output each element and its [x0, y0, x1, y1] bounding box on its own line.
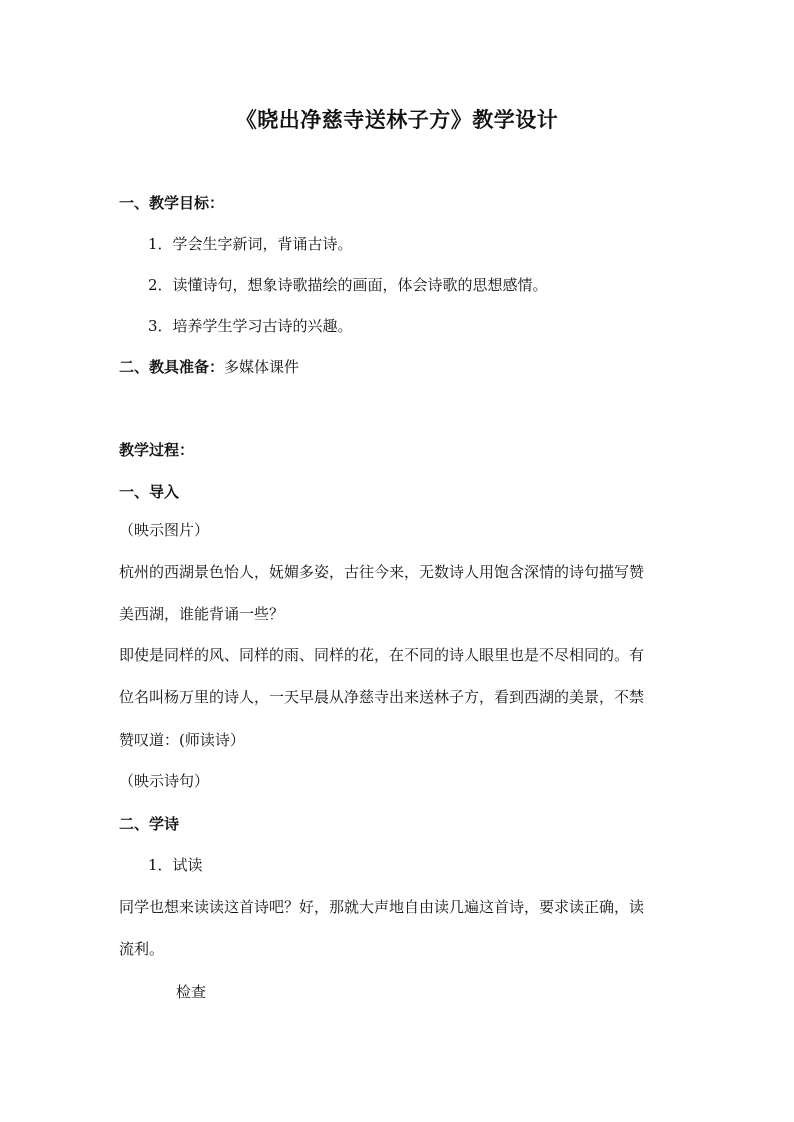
intro-note-image: （映示图片）: [119, 521, 210, 539]
intro-paragraph-2-line-1: 即使是同样的风、同样的雨、同样的花，在不同的诗人眼里也是不尽相同的。有: [119, 646, 645, 664]
goal-item-3: 3．培养学生学习古诗的兴趣。: [148, 317, 353, 335]
materials-text: 多媒体课件: [224, 358, 300, 376]
section-heading-goals: 一、教学目标：: [119, 194, 225, 212]
intro-paragraph-1-line-2: 美西湖，谁能背诵一些？: [119, 605, 285, 623]
section-materials: [119, 357, 299, 377]
process-heading: 教学过程：: [119, 441, 195, 459]
study-paragraph-line-2: 流利。: [119, 940, 165, 958]
intro-note-poem: （映示诗句）: [119, 772, 210, 790]
study-check: 检查: [176, 983, 207, 1001]
intro-heading: 一、导入: [119, 483, 180, 501]
section-heading-materials: 二、教具准备：: [119, 358, 225, 376]
goal-item-1: 1．学会生字新词，背诵古诗。: [148, 235, 353, 253]
intro-paragraph-2-line-3: 赞叹道：(师读诗）: [119, 731, 245, 749]
study-heading: 二、学诗: [119, 815, 180, 833]
goal-item-2: 2．读懂诗句，想象诗歌描绘的画面，体会诗歌的思想感情。: [148, 276, 548, 294]
intro-paragraph-2-line-2: 位名叫杨万里的诗人，一天早晨从净慈寺出来送林子方，看到西湖的美景，不禁: [119, 688, 645, 706]
intro-paragraph-1-line-1: 杭州的西湖景色怡人，妩媚多姿，古往今来，无数诗人用饱含深情的诗句描写赞: [119, 563, 645, 581]
study-step-1: 1．试读: [148, 856, 203, 874]
document-title: 《晓出净慈寺送林子方》教学设计: [235, 108, 559, 132]
study-paragraph-line-1: 同学也想来读读这首诗吧？好，那就大声地自由读几遍这首诗，要求读正确，读: [119, 898, 645, 916]
